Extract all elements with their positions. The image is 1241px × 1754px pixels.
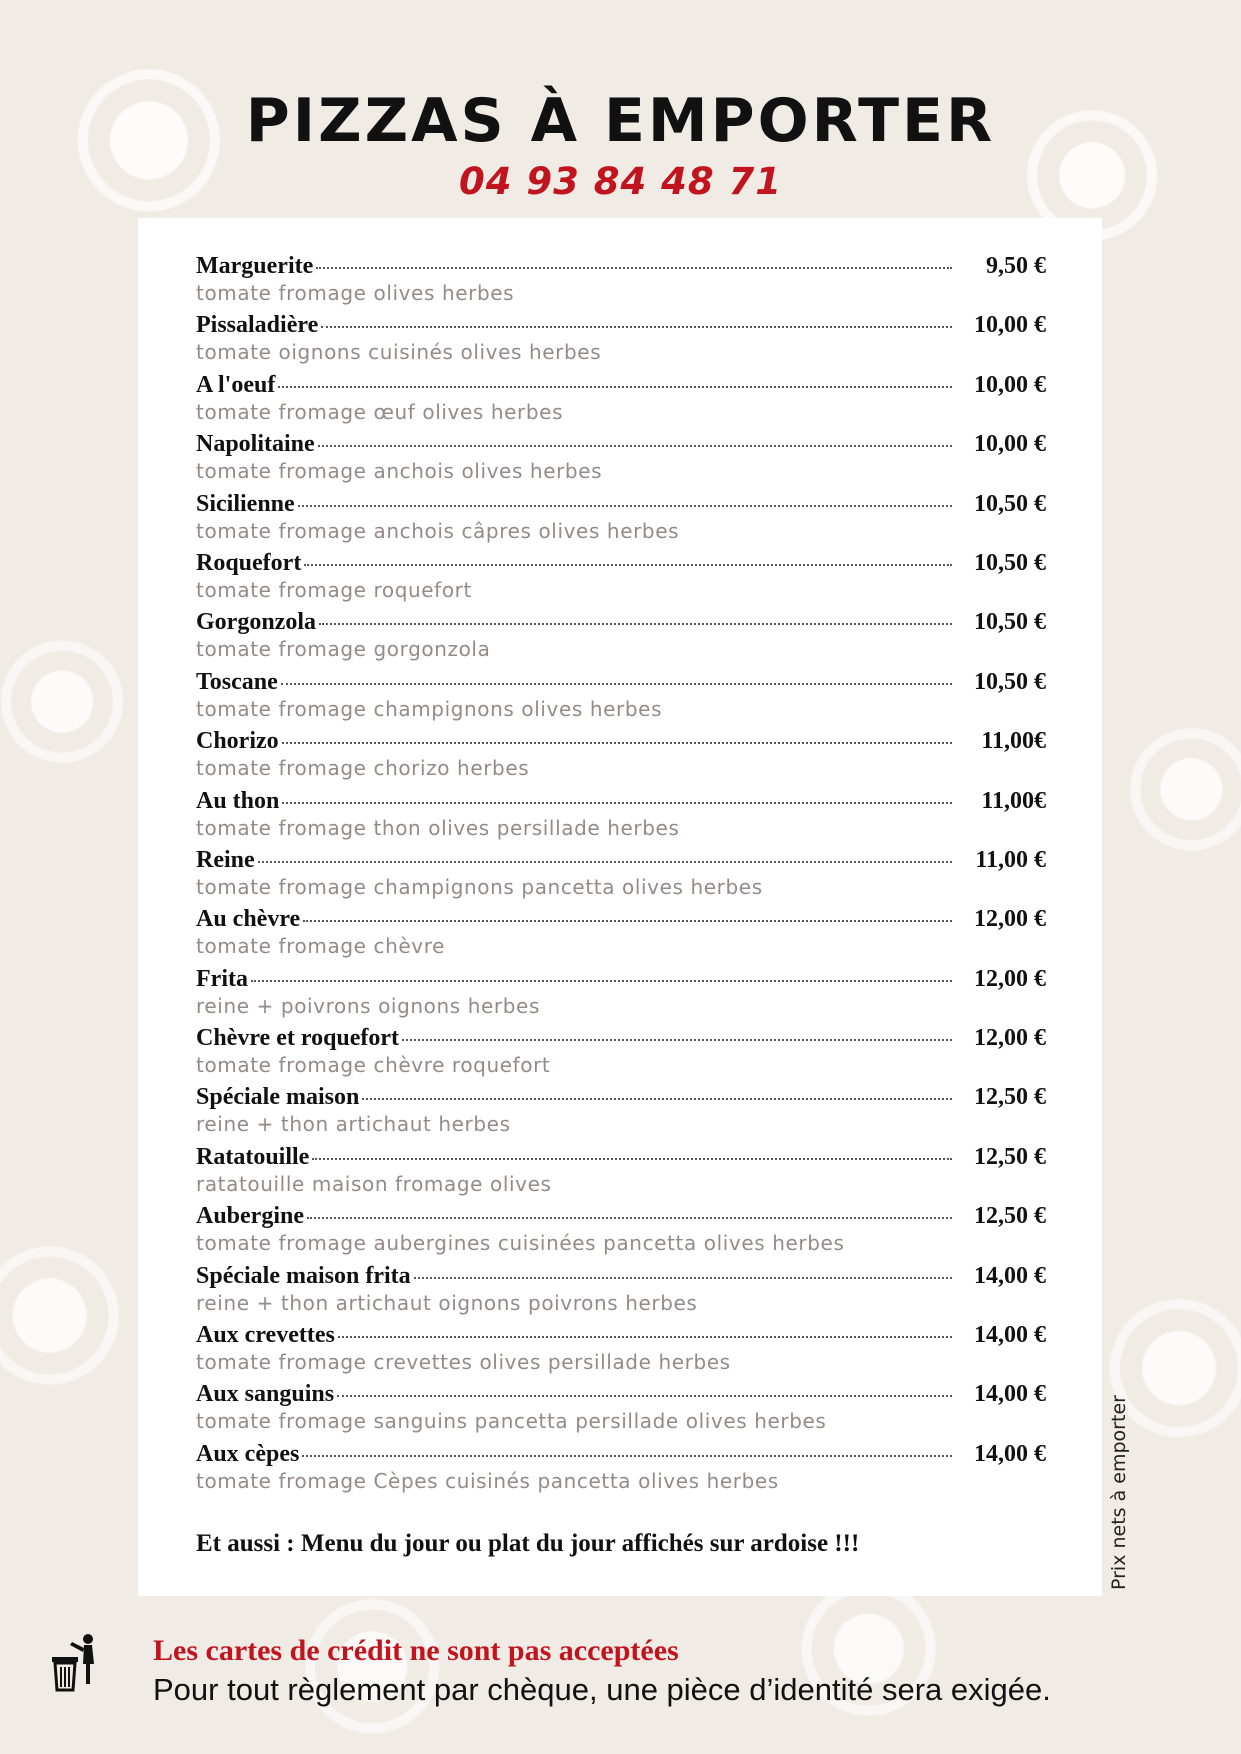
pizza-price: 12,50 € (974, 1203, 1046, 1230)
dot-leader (251, 980, 952, 982)
pizza-price: 9,50 € (986, 253, 1046, 279)
menu-item (196, 906, 1046, 965)
dot-leader (258, 861, 952, 863)
menu-item (196, 1441, 1046, 1500)
side-note: Prix nets à emporter (1108, 1395, 1130, 1590)
pizza-name: Frita (196, 965, 248, 992)
pizza-price: 10,50 € (974, 490, 1046, 517)
dot-leader (302, 1455, 952, 1457)
pizza-price: 14,00 € (974, 1440, 1046, 1467)
dot-leader (312, 1158, 952, 1160)
menu-item-row (196, 966, 1046, 994)
pizza-price: 10,00 € (974, 431, 1046, 458)
pizza-name: Aux crevettes (196, 1322, 335, 1349)
menu-item (196, 1144, 1046, 1203)
menu-item (196, 550, 1046, 609)
dot-leader (414, 1277, 952, 1279)
menu-item (196, 609, 1046, 668)
pizza-ingredients: tomate fromage champignons olives herbes (196, 696, 663, 721)
menu-item-row (196, 253, 1046, 281)
menu-item (196, 966, 1046, 1025)
dot-leader (338, 1336, 952, 1338)
pizza-name: Au thon (196, 787, 280, 814)
dot-leader (298, 505, 952, 507)
pizza-name: Roquefort (196, 549, 302, 576)
menu-card (138, 218, 1102, 1596)
menu-item-row (196, 550, 1046, 578)
pizza-ingredients: tomate fromage œuf olives herbes (196, 399, 564, 424)
pizza-name: Toscane (196, 668, 278, 695)
menu-item (196, 1322, 1046, 1381)
pizza-ingredients: tomate fromage gorgonzola (196, 637, 491, 662)
menu-item-row (196, 669, 1046, 697)
pizza-ingredients: tomate fromage roquefort (196, 577, 472, 602)
pizza-price: 12,00 € (974, 906, 1046, 933)
dot-leader (316, 267, 952, 269)
menu-item (196, 253, 1046, 312)
pizza-name: Chorizo (196, 728, 279, 755)
menu-item (196, 1263, 1046, 1322)
menu-item (196, 847, 1046, 906)
pizza-price: 14,00 € (974, 1381, 1046, 1408)
pizza-price: 14,00 € (974, 1262, 1046, 1289)
menu-item-row (196, 1263, 1046, 1291)
pizza-name: Spéciale maison frita (196, 1262, 411, 1289)
pizza-name: Ratatouille (196, 1143, 310, 1170)
pizza-price: 11,00 € (975, 846, 1046, 873)
pizza-name: Aux sanguins (196, 1381, 335, 1408)
menu-item-row (196, 1441, 1046, 1469)
dot-leader (307, 1217, 952, 1219)
menu-item (196, 372, 1046, 431)
pizza-ingredients: ratatouille maison fromage olives (196, 1171, 552, 1196)
pizza-ingredients: tomate fromage anchois olives herbes (196, 459, 603, 484)
pizza-name: Reine (196, 846, 255, 873)
page-title: PIZZAS À EMPORTER (245, 86, 996, 156)
menu-item-row (196, 728, 1046, 756)
pizza-name: Gorgonzola (196, 609, 316, 636)
pizza-ingredients: tomate fromage aubergines cuisinées pancetta olives herbes (196, 1231, 845, 1256)
trash-bin-icon (50, 1632, 108, 1702)
menu-item-row (196, 491, 1046, 519)
pizza-price: 11,00€ (981, 728, 1046, 755)
pizza-name: Pissaladière (196, 312, 319, 339)
pizza-price: 12,50 € (974, 1084, 1046, 1111)
menu-item (196, 1203, 1046, 1262)
pizza-ingredients: tomate fromage sanguins pancetta persillade olives herbes (196, 1409, 827, 1434)
pizza-list (196, 253, 1046, 1500)
menu-item (196, 788, 1046, 847)
pizza-ingredients: reine + poivrons oignons herbes (196, 993, 540, 1018)
pizza-name: Spéciale maison (196, 1084, 360, 1111)
dot-leader (278, 386, 952, 388)
menu-item (196, 669, 1046, 728)
pizza-price: 10,50 € (974, 549, 1046, 576)
pizza-ingredients: tomate fromage chèvre roquefort (196, 1053, 551, 1078)
dot-leader (282, 802, 952, 804)
menu-item-row (196, 1322, 1046, 1350)
cheque-notice: Pour tout règlement par chèque, une pièce d’identité sera exigée. (153, 1672, 1051, 1707)
menu-item-row (196, 788, 1046, 816)
pizza-price: 12,50 € (974, 1143, 1046, 1170)
pizza-name: Sicilienne (196, 490, 295, 517)
pizza-ingredients: tomate fromage chorizo herbes (196, 756, 530, 781)
pizza-ingredients: tomate fromage Cèpes cuisinés pancetta olives herbes (196, 1468, 779, 1493)
pizza-name: Napolitaine (196, 431, 315, 458)
dot-leader (321, 326, 952, 328)
pizza-ingredients: reine + thon artichaut herbes (196, 1112, 511, 1137)
pizza-ingredients: tomate fromage olives herbes (196, 281, 515, 305)
pizza-price: 10,00 € (974, 312, 1046, 339)
pizza-price: 10,50 € (974, 668, 1046, 695)
pizza-name: Chèvre et roquefort (196, 1025, 400, 1052)
menu-item-row (196, 847, 1046, 875)
menu-item (196, 312, 1046, 371)
pizza-name: Aux cèpes (196, 1440, 300, 1467)
phone-number: 04 93 84 48 71 (459, 160, 782, 203)
menu-item-row (196, 372, 1046, 400)
dot-leader (402, 1039, 952, 1041)
menu-item-row (196, 1381, 1046, 1409)
menu-item-row (196, 431, 1046, 459)
pizza-name: Marguerite (196, 253, 314, 279)
pizza-name: A l'oeuf (196, 371, 276, 398)
menu-item-row (196, 1084, 1046, 1112)
pizza-price: 10,00 € (974, 371, 1046, 398)
menu-item (196, 728, 1046, 787)
menu-item-row (196, 906, 1046, 934)
dot-leader (337, 1395, 952, 1397)
pizza-ingredients: tomate fromage chèvre (196, 934, 445, 959)
menu-item (196, 1084, 1046, 1143)
pizza-price: 12,00 € (974, 1025, 1046, 1052)
dot-leader (281, 683, 952, 685)
menu-item-row (196, 1144, 1046, 1172)
pizza-ingredients: tomate fromage anchois câpres olives herbes (196, 518, 680, 543)
menu-item-row (196, 1025, 1046, 1053)
pizza-ingredients: tomate fromage thon olives persillade herbes (196, 815, 680, 840)
dot-leader (304, 564, 952, 566)
also-note: Et aussi : Menu du jour ou plat du jour affichés sur ardoise !!! (196, 1530, 860, 1557)
menu-item (196, 1381, 1046, 1440)
pizza-name: Aubergine (196, 1203, 304, 1230)
menu-item-row (196, 1203, 1046, 1231)
pizza-price: 14,00 € (974, 1322, 1046, 1349)
dot-leader (303, 920, 952, 922)
dot-leader (319, 623, 952, 625)
menu-item-row (196, 609, 1046, 637)
pizza-name: Au chèvre (196, 906, 301, 933)
pizza-price: 12,00 € (974, 965, 1046, 992)
menu-item (196, 431, 1046, 490)
pizza-price: 10,50 € (974, 609, 1046, 636)
pizza-ingredients: reine + thon artichaut oignons poivrons herbes (196, 1290, 698, 1315)
credit-card-notice: Les cartes de crédit ne sont pas acceptées (153, 1634, 679, 1667)
pizza-ingredients: tomate fromage crevettes olives persillade herbes (196, 1350, 731, 1375)
menu-item (196, 1025, 1046, 1084)
dot-leader (318, 445, 952, 447)
pizza-ingredients: tomate fromage champignons pancetta olives herbes (196, 874, 763, 899)
pizza-ingredients: tomate oignons cuisinés olives herbes (196, 340, 602, 365)
pizza-price: 11,00€ (981, 787, 1046, 814)
dot-leader (282, 742, 952, 744)
menu-item (196, 491, 1046, 550)
dot-leader (362, 1098, 952, 1100)
menu-item-row (196, 312, 1046, 340)
